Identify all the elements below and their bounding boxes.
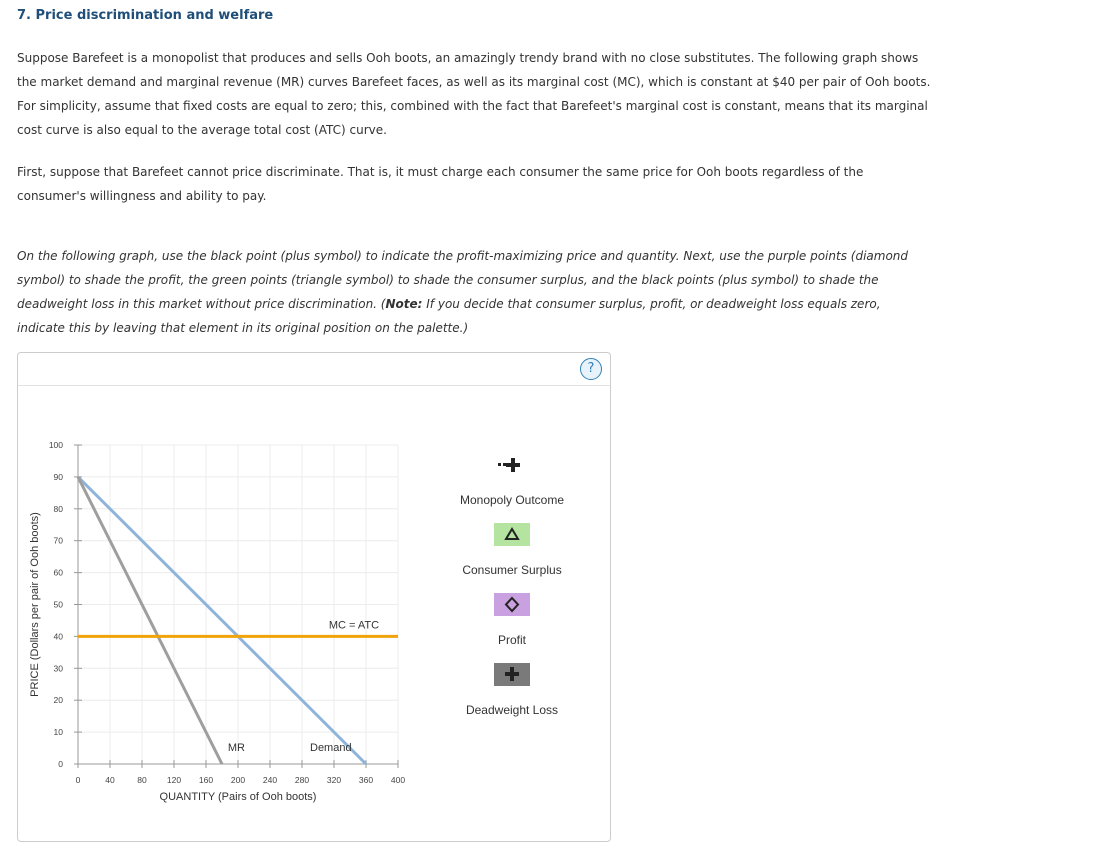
x-axis-title: QUANTITY (Pairs of Ooh boots) — [159, 791, 317, 803]
y-tick-label: 80 — [53, 503, 63, 514]
no-discrimination-paragraph: First, suppose that Barefeet cannot price discriminate. That is, it must charge each consumer the same price for Ooh boots regardless of the consumer's willingness and ability to pay. — [17, 165, 864, 203]
palette-label-deadweight-loss: Deadweight Loss — [465, 703, 559, 717]
y-tick-label: 40 — [53, 631, 63, 642]
demand-label: Demand — [310, 742, 352, 755]
x-tick-label: 160 — [198, 775, 214, 785]
mc-atc-label: MC = ATC — [328, 619, 380, 632]
graph-panel — [17, 352, 611, 842]
x-tick-label: 400 — [390, 775, 406, 785]
y-tick-label: 60 — [53, 567, 63, 578]
y-tick-label: 0 — [58, 759, 63, 769]
x-tick-label: 360 — [358, 775, 374, 785]
panel-header — [18, 353, 610, 386]
demand-curve[interactable] — [78, 477, 366, 764]
monopoly-outcome-point[interactable] — [496, 457, 520, 477]
diamond-icon — [494, 593, 530, 616]
mr-curve[interactable] — [78, 477, 222, 764]
y-tick-label: 70 — [53, 535, 63, 546]
x-tick-label: 120 — [166, 775, 182, 785]
mr-label: MR — [227, 742, 245, 755]
instructions-text-a: On the following graph, use the black point (plus symbol) to indicate the profit-maximizing price and quantity. Next, use the purple points (diamond symbol) to shade the profit, the green points (triangle symbol) to shade the consumer surplus, and the black points (plus symbol) to shade the deadweight loss in this market without price discrimination. ( — [17, 249, 909, 311]
palette-label-monopoly: Monopoly Outcome — [459, 493, 565, 507]
instructions-note-label: Note: — [385, 297, 423, 311]
x-tick-label: 240 — [262, 775, 278, 785]
x-tick-label: 320 — [326, 775, 342, 785]
y-tick-label: 50 — [53, 599, 63, 610]
x-tick-label: 0 — [75, 775, 81, 785]
palette-label-consumer-surplus: Consumer Surplus — [462, 563, 562, 577]
y-tick-label: 30 — [53, 663, 63, 674]
y-tick-label: 10 — [53, 727, 63, 738]
x-tick-label: 280 — [294, 775, 310, 785]
y-tick-label: 20 — [53, 695, 63, 706]
instructions-paragraph — [17, 244, 922, 340]
x-tick-label: 40 — [105, 775, 115, 785]
x-tick-label: 200 — [230, 775, 246, 785]
triangle-icon — [494, 523, 530, 546]
x-tick-label: 80 — [137, 775, 147, 785]
instructions-text-b: If you decide that consumer surplus, profit, or deadweight loss equals zero, indicate this by leaving that element in its original position on the palette.) — [17, 297, 881, 335]
help-icon[interactable]: ? — [580, 358, 602, 380]
intro-paragraph: Suppose Barefeet is a monopolist that produces and sells Ooh boots, an amazingly trendy brand with no close substitutes. The following graph shows the market demand and marginal revenue (MR) curves Barefeet faces, as well as its marginal cost (MC), which is constant at $40 per pair of Ooh boots. For simplicity, assume that fixed costs are equal to zero; this, combined with the fact that Barefeet's marginal cost is constant, means that its marginal cost curve is also equal to the average total cost (ATC) curve. — [17, 51, 931, 137]
deadweight-loss-point[interactable] — [494, 663, 530, 686]
plus-icon — [494, 663, 530, 686]
profit-point[interactable] — [494, 593, 530, 616]
y-axis-title: PRICE (Dollars per pair of Ooh boots) — [29, 512, 41, 697]
consumer-surplus-point[interactable] — [494, 523, 530, 546]
y-tick-label: 90 — [53, 471, 63, 482]
y-tick-label: 100 — [48, 440, 63, 450]
palette-label-profit: Profit — [497, 633, 526, 647]
question-title: 7. Price discrimination and welfare — [17, 8, 274, 23]
